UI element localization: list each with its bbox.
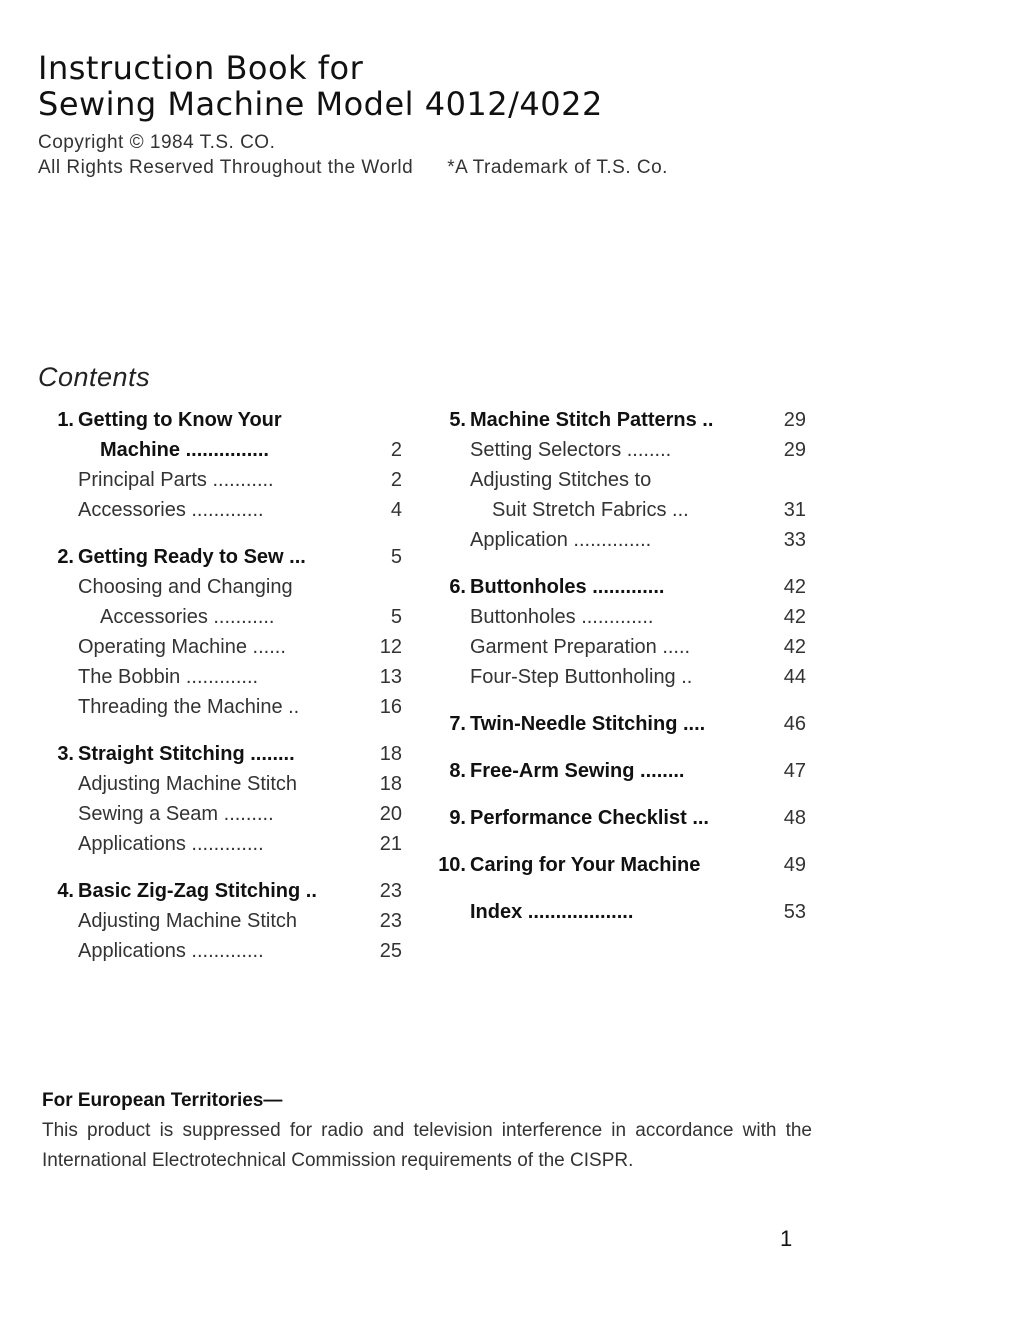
toc-page: 5 (390, 606, 402, 628)
toc-subentry (434, 632, 806, 662)
european-territories-note (42, 1086, 812, 1176)
toc-label: Adjusting Machine Stitch (78, 910, 298, 932)
toc-label: Buttonholes ............. (470, 576, 665, 598)
toc-label: Suit Stretch Fabrics ... (492, 499, 689, 521)
toc-label: Adjusting Machine Stitch (78, 773, 298, 795)
toc-label: Basic Zig-Zag Stitching .. (78, 880, 317, 902)
toc-section-index (434, 897, 806, 927)
toc-page: 49 (783, 854, 806, 876)
toc-page: 29 (783, 409, 806, 431)
toc-number: 10. (438, 854, 466, 876)
toc-number: 7. (449, 713, 466, 735)
toc-label: Buttonholes ............. (470, 606, 654, 628)
title-line-1: Instruction Book for (38, 49, 364, 87)
toc-number: 4. (57, 880, 74, 902)
toc-page: 12 (379, 636, 402, 658)
toc-page: 47 (783, 760, 806, 782)
toc-subentry (42, 632, 402, 662)
toc-number: 8. (449, 760, 466, 782)
contents-right-column (434, 405, 806, 927)
toc-page: 2 (390, 469, 402, 491)
toc-subentry (434, 435, 806, 465)
toc-subentry (42, 602, 402, 632)
toc-page: 25 (379, 940, 402, 962)
toc-subentry (434, 602, 806, 632)
toc-page: 13 (379, 666, 402, 688)
toc-label: Performance Checklist ... (470, 807, 709, 829)
toc-subentry (434, 525, 806, 555)
toc-page: 18 (379, 773, 402, 795)
toc-section (42, 876, 402, 906)
contents-left-column (42, 405, 402, 966)
toc-subentry (42, 495, 402, 525)
toc-label: The Bobbin ............. (78, 666, 259, 688)
toc-section (42, 405, 402, 435)
toc-label: Getting Ready to Sew ... (78, 546, 306, 568)
toc-section (434, 572, 806, 602)
toc-label: Machine Stitch Patterns .. (470, 409, 714, 431)
toc-page: 2 (390, 439, 402, 461)
title-line-2: Sewing Machine Model 4012/4022 (38, 85, 603, 123)
toc-page: 46 (783, 713, 806, 735)
toc-label: Applications ............. (78, 833, 264, 855)
toc-label: Adjusting Stitches to (470, 469, 652, 491)
toc-label: Choosing and Changing (78, 576, 293, 598)
toc-page: 33 (783, 529, 806, 551)
toc-number: 6. (449, 576, 466, 598)
toc-section (42, 739, 402, 769)
toc-subentry (42, 692, 402, 722)
toc-page: 48 (783, 807, 806, 829)
toc-page: 29 (783, 439, 806, 461)
toc-page: 42 (783, 606, 806, 628)
toc-label: Operating Machine ...... (78, 636, 286, 658)
toc-page: 21 (379, 833, 402, 855)
toc-section (434, 850, 806, 880)
toc-section (434, 803, 806, 833)
document-title (38, 50, 603, 122)
toc-page: 23 (379, 910, 402, 932)
toc-page: 20 (379, 803, 402, 825)
toc-label: Four-Step Buttonholing .. (470, 666, 693, 688)
toc-subentry (42, 465, 402, 495)
toc-label: Getting to Know Your (78, 409, 282, 431)
toc-subentry (434, 465, 806, 495)
toc-page: 44 (783, 666, 806, 688)
toc-section (434, 756, 806, 786)
toc-label: Applications ............. (78, 940, 264, 962)
toc-label: Setting Selectors ........ (470, 439, 672, 461)
toc-page: 42 (783, 636, 806, 658)
toc-label: Index ................... (470, 901, 634, 923)
toc-subentry (434, 662, 806, 692)
toc-label: Principal Parts ........... (78, 469, 274, 491)
toc-number: 9. (449, 807, 466, 829)
toc-page: 31 (783, 499, 806, 521)
toc-label: Twin-Needle Stitching .... (470, 713, 706, 735)
contents-heading: Contents (38, 362, 151, 392)
toc-subentry (42, 769, 402, 799)
toc-section-cont (42, 435, 402, 465)
copyright-block (38, 130, 668, 180)
note-body: This product is suppressed for radio and television interference in accordance with the International Electrotechnical Commission requirements of the CISPR. (42, 1120, 812, 1171)
toc-page: 42 (783, 576, 806, 598)
toc-label: Straight Stitching ........ (78, 743, 295, 765)
toc-subentry (434, 495, 806, 525)
toc-number: 5. (449, 409, 466, 431)
toc-page: 23 (379, 880, 402, 902)
toc-subentry (42, 799, 402, 829)
toc-section (434, 709, 806, 739)
toc-section (42, 542, 402, 572)
toc-label: Free-Arm Sewing ........ (470, 760, 685, 782)
toc-page: 16 (379, 696, 402, 718)
toc-subentry (42, 906, 402, 936)
toc-section (434, 405, 806, 435)
toc-label: Accessories ............. (78, 499, 264, 521)
rights-line (38, 155, 668, 180)
copyright-line: Copyright © 1984 T.S. CO. (38, 132, 276, 153)
toc-label: Sewing a Seam ......... (78, 803, 274, 825)
toc-page: 53 (783, 901, 806, 923)
toc-label: Machine ............... (100, 439, 269, 461)
toc-page: 18 (379, 743, 402, 765)
trademark-text: *A Trademark of T.S. Co. (447, 157, 668, 178)
toc-page: 4 (390, 499, 402, 521)
page-number: 1 (780, 1226, 793, 1251)
toc-subentry (42, 662, 402, 692)
toc-number: 2. (57, 546, 74, 568)
toc-number: 3. (57, 743, 74, 765)
note-heading: For European Territories— (42, 1090, 283, 1111)
toc-label: Application .............. (470, 529, 652, 551)
toc-number: 1. (57, 409, 74, 431)
toc-subentry (42, 829, 402, 859)
toc-label: Garment Preparation ..... (470, 636, 691, 658)
rights-text: All Rights Reserved Throughout the World (38, 157, 414, 178)
toc-subentry (42, 936, 402, 966)
toc-label: Accessories ........... (100, 606, 275, 628)
toc-label: Caring for Your Machine (470, 854, 701, 876)
toc-label: Threading the Machine .. (78, 696, 300, 718)
toc-page: 5 (390, 546, 402, 568)
toc-subentry (42, 572, 402, 602)
